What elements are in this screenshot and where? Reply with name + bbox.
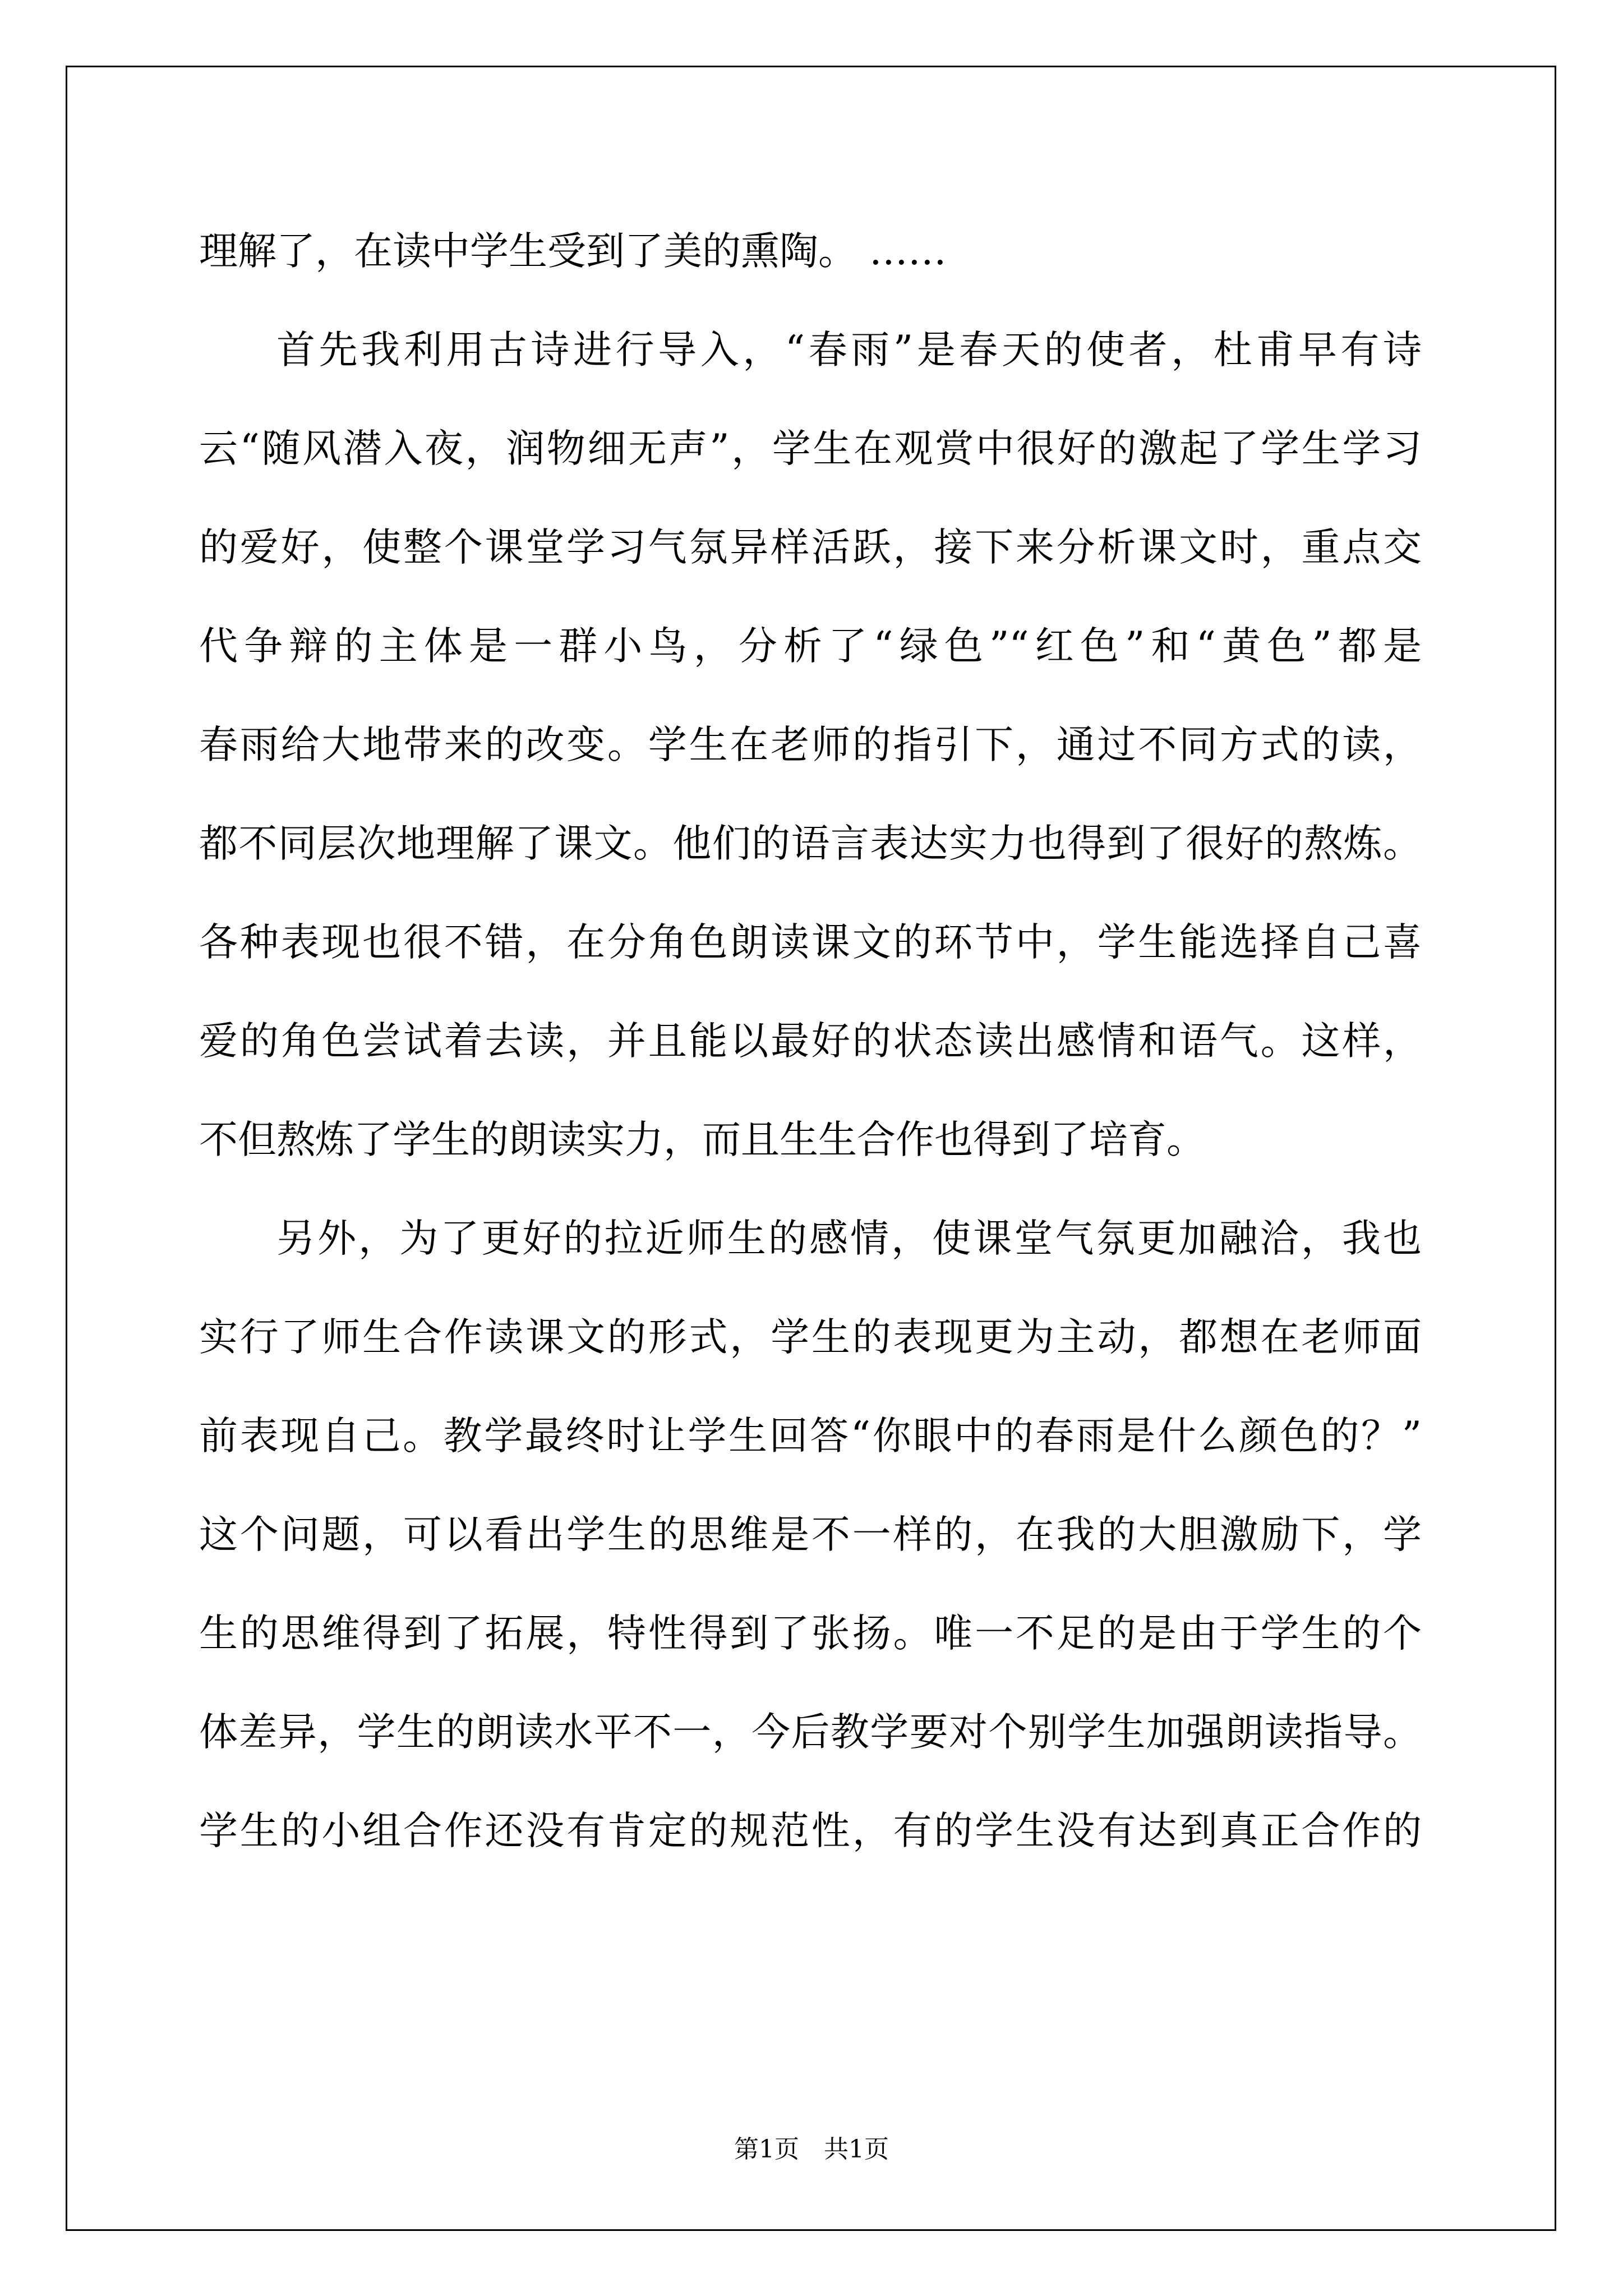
text-line: 实行了师生合作读课文的形式，学生的表现更为主动，都想在老师面 <box>199 1315 1422 1360</box>
text-line: 学生的小组合作还没有肯定的规范性，有的学生没有达到真正合作的 <box>199 1809 1422 1853</box>
text-line: 生的思维得到了拓展，特性得到了张扬。唯一不足的是由于学生的个 <box>199 1611 1422 1656</box>
text-line: 体差异，学生的朗读水平不一，今后教学要对个别学生加强朗读指导。 <box>199 1710 1422 1755</box>
text-line: 各种表现也很不错，在分角色朗读课文的环节中，学生能选择自己喜 <box>199 920 1422 965</box>
text-line: 代争辩的主体是一群小鸟，分析了“绿色”“红色”和“黄色”都是 <box>199 624 1422 669</box>
document-body <box>199 202 1422 1880</box>
text-line: 这个问题，可以看出学生的思维是不一样的，在我的大胆激励下，学 <box>199 1512 1422 1557</box>
page-number: 第1页 共1页 <box>734 2135 889 2164</box>
text-line: 都不同层次地理解了课文。他们的语言表达实力也得到了很好的熬炼。 <box>199 821 1422 866</box>
text-line: 爱的角色尝试着去读，并且能以最好的状态读出感情和语气。这样， <box>199 1019 1422 1064</box>
text-line: 春雨给大地带来的改变。学生在老师的指引下，通过不同方式的读， <box>199 723 1422 767</box>
text-line: 前表现自己。教学最终时让学生回答“你眼中的春雨是什么颜色的？” <box>199 1414 1422 1458</box>
text-line: 理解了，在读中学生受到了美的熏陶。 …… <box>199 229 947 274</box>
text-line: 不但熬炼了学生的朗读实力，而且生生合作也得到了培育。 <box>199 1117 1205 1162</box>
text-line: 另外，为了更好的拉近师生的感情，使课堂气氛更加融洽，我也 <box>276 1216 1422 1261</box>
text-line: 首先我利用古诗进行导入，“春雨”是春天的使者，杜甫早有诗 <box>276 328 1422 372</box>
text-line: 云“随风潜入夜，润物细无声”，学生在观赏中很好的激起了学生学习 <box>199 426 1422 471</box>
text-line: 的爱好，使整个课堂学习气氛异样活跃，接下来分析课文时，重点交 <box>199 525 1422 570</box>
